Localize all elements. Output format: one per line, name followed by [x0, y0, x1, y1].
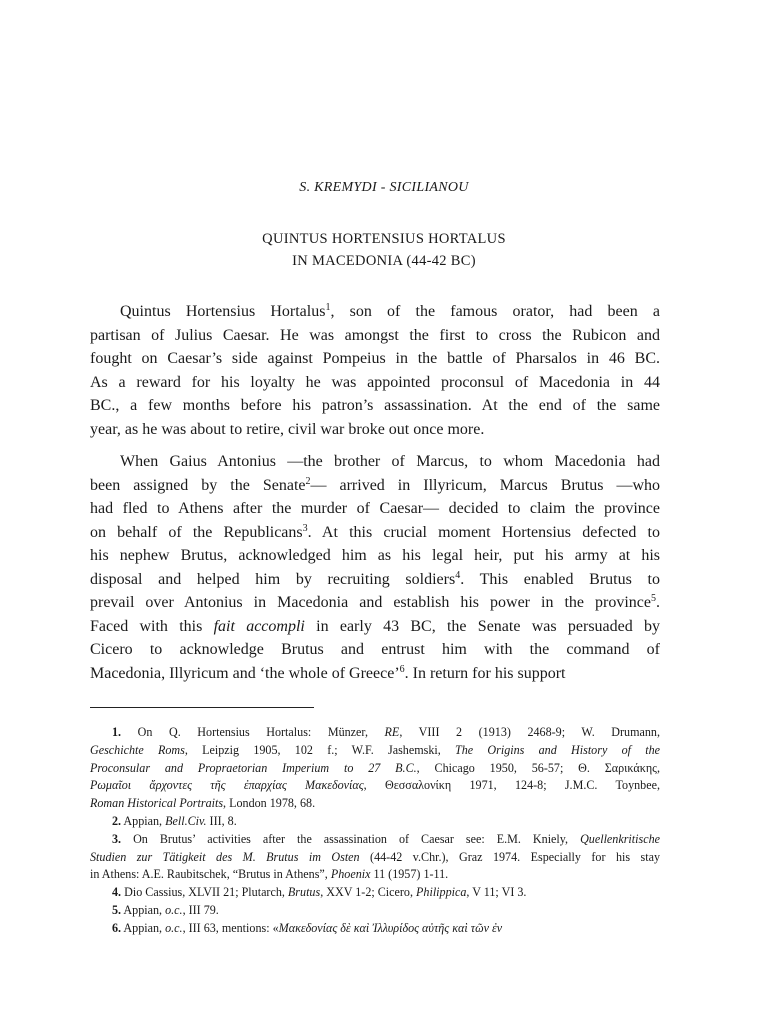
- footnote-line: [90, 849, 660, 867]
- text-run: III, 8.: [206, 813, 237, 828]
- text-line: [90, 300, 660, 324]
- footnote-ref: 2: [305, 475, 311, 487]
- footnote-ref: 1: [325, 302, 331, 313]
- text-run: year, as he was about to retire, civil war broke out once more.: [90, 420, 485, 438]
- text-line: [90, 324, 660, 348]
- footnote-divider: [90, 707, 314, 708]
- text-run: Appian,: [121, 920, 166, 935]
- text-run: On Brutus’ activities after the assassination of Caesar see: E.M. Kniely,: [121, 831, 581, 846]
- footnote-number: 3.: [112, 831, 122, 846]
- footnote-line: [90, 777, 660, 795]
- text-line: [90, 662, 660, 686]
- footnote-ref: 4: [455, 569, 461, 581]
- italic-text: o.c.: [165, 920, 183, 935]
- footnote-ref: 3: [302, 522, 308, 534]
- text-run: . In return for his support: [404, 664, 566, 682]
- text-line: [90, 638, 660, 662]
- text-line: [90, 591, 660, 615]
- italic-text: Philippica: [416, 885, 467, 900]
- text-line: [90, 497, 660, 521]
- footnote-number: 2.: [112, 813, 122, 828]
- text-line: [90, 521, 660, 545]
- text-run: When Gaius Antonius —the brother of Marcus, to whom Macedonia had: [120, 453, 660, 470]
- italic-text: Brutus: [287, 885, 321, 900]
- text-run: , XXV 1-2; Cicero,: [320, 885, 417, 900]
- italic-text: Phoenix: [330, 867, 371, 882]
- text-run: had fled to Athens after the murder of Caesar— decided to claim the province: [90, 500, 660, 517]
- italic-text: Proconsular and Propraetorian Imperium to 27 B.C.: [90, 760, 417, 775]
- footnote-line: [90, 760, 660, 778]
- italic-text: Studien zur Tätigkeit des M. Brutus im Osten: [90, 849, 360, 864]
- text-run: (44-42 v.Chr.), Graz 1974. Especially for his stay: [359, 849, 660, 864]
- text-run: . This enabled Brutus to: [460, 570, 660, 588]
- text-run: , Leipzig 1905, 102 f.; W.F. Jashemski,: [184, 742, 456, 757]
- text-run: Cicero to acknowledge Brutus and entrust him with the command of: [90, 641, 660, 658]
- text-run: been assigned by the Senate: [90, 476, 306, 494]
- footnote-number: 1.: [112, 725, 122, 739]
- text-run: , III 63, mentions: «: [182, 920, 279, 935]
- text-run: Quintus Hortensius Hortalus: [120, 303, 326, 320]
- text-run: As a reward for his loyalty he was appointed proconsul of Macedonia in 44: [90, 373, 660, 391]
- text-run: Dio Cassius, XLVII 21; Plutarch,: [121, 885, 288, 900]
- article-title: [0, 228, 768, 272]
- footnotes: [90, 724, 660, 938]
- italic-text: Roman Historical Portraits: [90, 796, 224, 811]
- title-line: IN MACEDONIA (44-42 BC): [292, 253, 476, 269]
- text-line: [90, 568, 660, 592]
- footnote-line: [90, 795, 660, 813]
- text-run: prevail over Antonius in Macedonia and establish his power in the province: [90, 594, 651, 611]
- footnote-ref: 5: [651, 593, 656, 604]
- text-run: partisan of Julius Caesar. He was amongst the first to cross the Rubicon and: [90, 326, 660, 344]
- text-line: [90, 544, 660, 568]
- text-run: , V 11; VI 3.: [466, 885, 527, 900]
- text-line: [90, 474, 660, 498]
- body-paragraph: [90, 300, 660, 441]
- footnote-ref: 6: [399, 663, 405, 675]
- text-run: .: [656, 594, 660, 611]
- text-run: BC., a few months before his patron’s assassination. At the end of the same: [90, 397, 660, 414]
- text-line: [90, 615, 660, 639]
- footnote-number: 6.: [112, 920, 122, 935]
- italic-text: RE: [384, 725, 400, 739]
- body-paragraph: [90, 450, 660, 685]
- title-line: QUINTUS HORTENSIUS HORTALUS: [262, 231, 506, 247]
- footnote-first-line: [90, 920, 660, 938]
- text-run: his nephew Brutus, acknowledged him as his legal heir, put his army at his: [90, 547, 660, 564]
- italic-text: Μακεδονίας δὲ καὶ Ἰλλυρίδος αὐτῆς καὶ τῶν ἐν: [278, 920, 503, 935]
- footnote-number: 5.: [112, 902, 122, 917]
- text-line: [90, 371, 660, 395]
- italic-text: fait accompli: [213, 617, 305, 635]
- text-run: in early 43 BC, the Senate was persuaded by: [304, 617, 661, 635]
- italic-text: Quellenkritische: [580, 831, 660, 846]
- text-line: [90, 394, 660, 418]
- text-run: , London 1978, 68.: [223, 796, 316, 811]
- footnote-first-line: [90, 902, 660, 920]
- footnote-first-line: [90, 724, 660, 742]
- italic-text: The Origins and History of the: [455, 742, 661, 757]
- text-line: [90, 450, 660, 474]
- text-line: [90, 347, 660, 371]
- italic-text: Geschichte Roms: [90, 742, 185, 757]
- text-run: . At this crucial moment Hortensius defected to: [307, 523, 660, 541]
- italic-text: Ρωμαῖοι ἄρχοντες τῆς ἐπαρχίας Μακεδονίας: [90, 778, 364, 793]
- text-run: Appian,: [121, 813, 166, 828]
- italic-text: o.c.: [165, 902, 183, 917]
- text-run: Faced with this: [90, 617, 214, 635]
- footnote-first-line: [90, 813, 660, 831]
- text-run: fought on Caesar’s side against Pompeius in the battle of Pharsalos in 46 BC.: [90, 350, 660, 367]
- text-run: , Chicago 1950, 56-57; Θ. Σαρικάκης,: [416, 760, 660, 775]
- author-name: S. KREMYDI - SICILIANOU: [299, 180, 469, 195]
- text-run: On Q. Hortensius Hortalus: Münzer,: [121, 725, 385, 739]
- italic-text: Bell.Civ.: [165, 813, 207, 828]
- text-run: disposal and helped him by recruiting soldiers: [90, 570, 456, 588]
- footnote-line: [90, 742, 660, 760]
- footnote-number: 4.: [112, 885, 122, 900]
- text-run: in Athens: A.E. Raubitschek, “Brutus in Athens”,: [90, 867, 331, 882]
- text-run: , son of the famous orator, had been a: [330, 303, 660, 320]
- text-run: , III 79.: [182, 902, 219, 917]
- text-run: on behalf of the Republicans: [90, 523, 303, 541]
- text-line: [90, 418, 660, 442]
- text-run: , Θεσσαλονίκη 1971, 124-8; J.M.C. Toynbee,: [363, 778, 660, 793]
- text-run: — arrived in Illyricum, Marcus Brutus —who: [310, 476, 660, 494]
- footnote-first-line: [90, 884, 660, 902]
- text-run: Macedonia, Illyricum and ‘the whole of Greece’: [90, 664, 400, 682]
- text-run: , VIII 2 (1913) 2468-9; W. Drumann,: [399, 725, 660, 739]
- footnote-line: [90, 866, 660, 884]
- text-run: Appian,: [121, 902, 166, 917]
- text-run: 11 (1957) 1-11.: [370, 867, 449, 882]
- footnote-first-line: [90, 831, 660, 849]
